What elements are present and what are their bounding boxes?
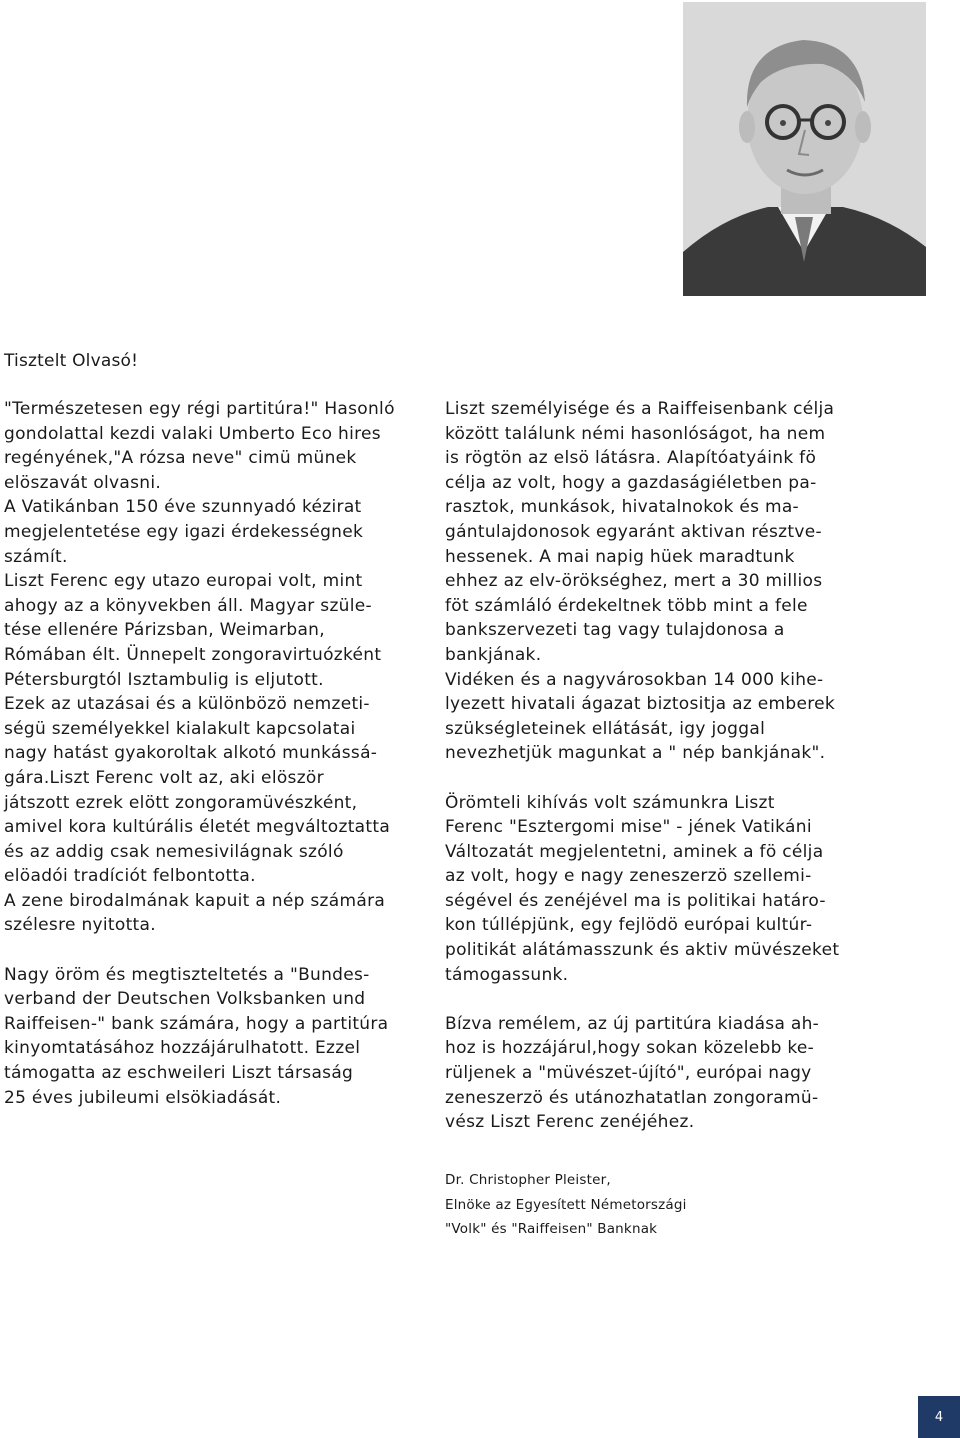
right-column xyxy=(445,397,855,1135)
page-number-badge xyxy=(918,1396,960,1438)
portrait-illustration xyxy=(683,2,926,296)
paragraph: Örömteli kihívás volt számunkra Liszt Ferenc "Esztergomi mise" - jének Vatikáni Változatát megjelentetni, aminek a fö célja az volt, hogy e nagy zeneszerzö szellemi- ségével és zenéjével ma is politikai határo- kon túllépjünk, egy fejlödö európai kultúr- politikát alátámasszunk és aktiv müvészeket támogassunk. xyxy=(445,792,840,985)
portrait-photo xyxy=(683,2,926,296)
paragraph: "Természetesen egy régi partitúra!" Hasonló gondolattal kezdi valaki Umberto Eco hires regényének,"A rózsa neve" cimü münek elöszavát olvasni. A Vatikánban 150 éve szunnyadó kézirat megjelentetése egy igazi érdekességnek számít. Liszt Ferenc egy utazo europai volt, mint ahogy az a könyvekben áll. Magyar szüle- tése ellenére Párizsban, Weimarban, Rómában élt. Ünnepelt zongoravirtuózként Pétersburgtól Isztambulig is eljutott. Ezek az utazásai és a különbözö nemzeti- ségü személyekkel kialakult kapcsolatai nagy hatást gyakoroltak alkotó munkássá- gára.Liszt Ferenc volt az, aki elöször játszott ezrek elött zongoramüvészként, amivel kora kultúrális életét megváltoztatta és az addig csak nemesivilágnak szóló elöadói tradíciót felbontotta. A zene birodalmának kapuit a nép számára szélesre nyitotta. xyxy=(4,399,395,936)
paragraph: Bízva remélem, az új partitúra kiadása ah- hoz is hozzájárul,hogy sokan közelebb ke- rüljenek a "müvészet-újító", európai nagy zeneszerzö és utánozhatatlan zongoramü- vész Liszt Ferenc zenéjéhez. xyxy=(445,1013,820,1133)
signature-organization: "Volk" és "Raiffeisen" Banknak xyxy=(445,1221,658,1237)
page-number: 4 xyxy=(934,1409,944,1425)
signature-name: Dr. Christopher Pleister, xyxy=(445,1172,611,1188)
signature-title: Elnöke az Egyesített Németországi xyxy=(445,1196,687,1213)
greeting: Tisztelt Olvasó! xyxy=(4,351,139,371)
paragraph: Nagy öröm és megtiszteltetés a "Bundes- verband der Deutschen Volksbanken und Raiffeisen-" bank számára, hogy a partitúra kinyomtatásához hozzájárulhatott. Ezzel támogatta az eschweileri Liszt társaság 25 éves jubileumi elsökiadását. xyxy=(4,964,389,1108)
paragraph: Liszt személyisége és a Raiffeisenbank célja között találunk némi hasonlóságot, ha nem is rögtön az elsö látásra. Alapítóatyáink fö célja az volt, hogy a gazdaságiéletben pa- rasztok, munkások, hivatalnokok és ma- gántulajdonosok egyaránt aktivan résztve- hessenek. A mai napig hüek maradtunk ehhez az elv-örökséghez, mert a 30 millios föt számláló érdekeltnek több mint a fele bankszervezeti tag vagy tulajdonosa a bankjának. Vidéken és a nagyvárosokban 14 000 kihe- lyezett hivatali ágazat biztositja az emberek szükségleteinek ellátását, igy joggal nevezhetjük magunkat a " nép bankjának". xyxy=(445,399,836,764)
signature-block xyxy=(445,1168,687,1242)
left-column xyxy=(4,397,414,1110)
